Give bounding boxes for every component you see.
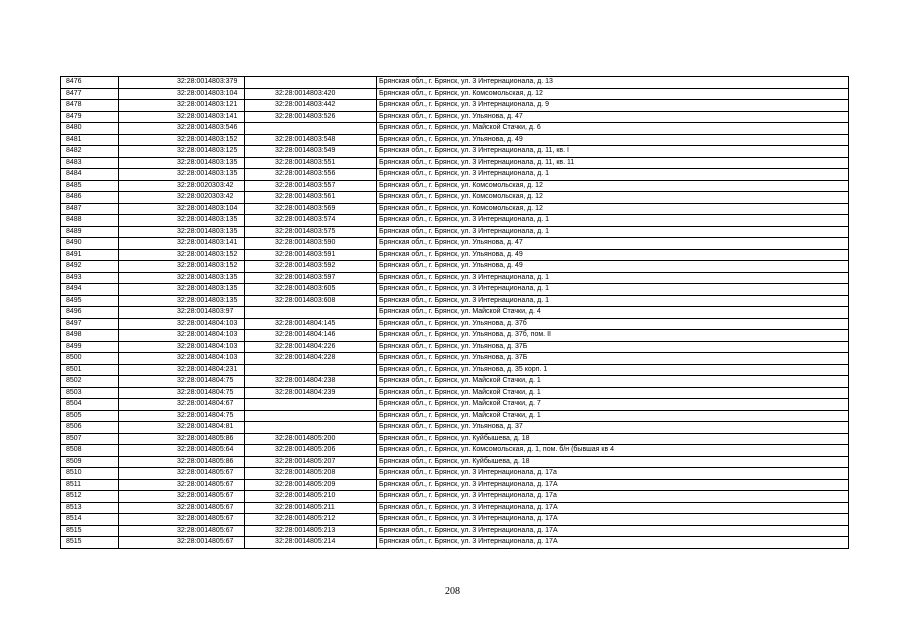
- row-number-cell: 8493: [61, 272, 119, 284]
- object-cadastral-number-cell: [245, 307, 377, 319]
- row-number-cell: 8510: [61, 468, 119, 480]
- object-cadastral-number-cell: 32:28:0014804:238: [245, 376, 377, 388]
- object-cadastral-number-cell: [245, 422, 377, 434]
- table-row: [61, 215, 849, 227]
- cadastral-number-cell: 32:28:0020303:42: [119, 180, 245, 192]
- address-cell: Брянская обл., г. Брянск, ул. Куйбышева, д. 18: [377, 433, 849, 445]
- cadastral-number-cell: 32:28:0014804:81: [119, 422, 245, 434]
- cadastral-number-cell: 32:28:0014803:379: [119, 77, 245, 89]
- object-cadastral-number-cell: 32:28:0014803:597: [245, 272, 377, 284]
- object-cadastral-number-cell: 32:28:0014804:145: [245, 318, 377, 330]
- address-cell: Брянская обл., г. Брянск, ул. Майской Стачки, д. 1: [377, 376, 849, 388]
- address-cell: Брянская обл., г. Брянск, ул. Ульянова, д. 49: [377, 134, 849, 146]
- address-cell: Брянская обл., г. Брянск, ул. 3 Интернационала, д. 17А: [377, 537, 849, 549]
- cadastral-number-cell: 32:28:0014803:152: [119, 261, 245, 273]
- cadastral-number-cell: 32:28:0014803:97: [119, 307, 245, 319]
- address-cell: Брянская обл., г. Брянск, ул. Майской Стачки, д. 6: [377, 123, 849, 135]
- table-row: [61, 341, 849, 353]
- cadastral-number-cell: 32:28:0014803:152: [119, 249, 245, 261]
- table-row: [61, 88, 849, 100]
- address-cell: Брянская обл., г. Брянск, ул. Ульянова, д. 49: [377, 261, 849, 273]
- address-cell: Брянская обл., г. Брянск, ул. Ульянова, д. 37Б: [377, 341, 849, 353]
- table-row: [61, 295, 849, 307]
- cadastral-number-cell: 32:28:0014804:231: [119, 364, 245, 376]
- object-cadastral-number-cell: 32:28:0014803:569: [245, 203, 377, 215]
- object-cadastral-number-cell: 32:28:0014804:146: [245, 330, 377, 342]
- address-cell: Брянская обл., г. Брянск, ул. 3 Интернационала, д. 1: [377, 272, 849, 284]
- cadastral-number-cell: 32:28:0014804:75: [119, 410, 245, 422]
- cadastral-number-cell: 32:28:0014803:141: [119, 111, 245, 123]
- row-number-cell: 8497: [61, 318, 119, 330]
- row-number-cell: 8483: [61, 157, 119, 169]
- table-row: [61, 422, 849, 434]
- row-number-cell: 8513: [61, 502, 119, 514]
- row-number-cell: 8515: [61, 525, 119, 537]
- cadastral-number-cell: 32:28:0014805:86: [119, 456, 245, 468]
- cadastral-number-cell: 32:28:0014804:67: [119, 399, 245, 411]
- object-cadastral-number-cell: 32:28:0014805:207: [245, 456, 377, 468]
- table-row: [61, 307, 849, 319]
- row-number-cell: 8485: [61, 180, 119, 192]
- row-number-cell: 8501: [61, 364, 119, 376]
- row-number-cell: 8492: [61, 261, 119, 273]
- address-cell: Брянская обл., г. Брянск, ул. 3 Интернационала, д. 1: [377, 284, 849, 296]
- address-cell: Брянская обл., г. Брянск, ул. 3 Интернационала, д. 1: [377, 295, 849, 307]
- object-cadastral-number-cell: 32:28:0014805:206: [245, 445, 377, 457]
- cadastral-number-cell: 32:28:0014805:67: [119, 491, 245, 503]
- row-number-cell: 8511: [61, 479, 119, 491]
- object-cadastral-number-cell: [245, 123, 377, 135]
- object-cadastral-number-cell: [245, 410, 377, 422]
- address-cell: Брянская обл., г. Брянск, ул. Комсомольская, д. 12: [377, 88, 849, 100]
- table-row: [61, 387, 849, 399]
- object-cadastral-number-cell: 32:28:0014803:420: [245, 88, 377, 100]
- cadastral-number-cell: 32:28:0014803:141: [119, 238, 245, 250]
- row-number-cell: 8512: [61, 491, 119, 503]
- table-row: [61, 238, 849, 250]
- object-cadastral-number-cell: 32:28:0014804:226: [245, 341, 377, 353]
- table-row: [61, 410, 849, 422]
- table-row: [61, 468, 849, 480]
- row-number-cell: 8482: [61, 146, 119, 158]
- address-cell: Брянская обл., г. Брянск, ул. 3 Интернационала, д. 9: [377, 100, 849, 112]
- address-cell: Брянская обл., г. Брянск, ул. 3 Интернационала, д. 1: [377, 226, 849, 238]
- table-row: [61, 525, 849, 537]
- address-cell: Брянская обл., г. Брянск, ул. Майской Стачки, д. 4: [377, 307, 849, 319]
- cadastral-number-cell: 32:28:0014804:103: [119, 318, 245, 330]
- row-number-cell: 8490: [61, 238, 119, 250]
- object-cadastral-number-cell: [245, 364, 377, 376]
- object-cadastral-number-cell: 32:28:0014803:442: [245, 100, 377, 112]
- cadastral-number-cell: 32:28:0014803:121: [119, 100, 245, 112]
- address-cell: Брянская обл., г. Брянск, ул. 3 Интернационала, д. 17а: [377, 468, 849, 480]
- address-cell: Брянская обл., г. Брянск, ул. Ульянова, д. 47: [377, 238, 849, 250]
- address-cell: Брянская обл., г. Брянск, ул. 3 Интернационала, д. 11, кв. 11: [377, 157, 849, 169]
- cadastral-number-cell: 32:28:0014804:103: [119, 341, 245, 353]
- object-cadastral-number-cell: 32:28:0014803:605: [245, 284, 377, 296]
- table-row: [61, 318, 849, 330]
- object-cadastral-number-cell: 32:28:0014803:526: [245, 111, 377, 123]
- cadastral-number-cell: 32:28:0014803:135: [119, 295, 245, 307]
- address-cell: Брянская обл., г. Брянск, ул. Ульянова, д. 35 корп. 1: [377, 364, 849, 376]
- cadastral-number-cell: 32:28:0014804:75: [119, 376, 245, 388]
- table-row: [61, 180, 849, 192]
- row-number-cell: 8498: [61, 330, 119, 342]
- table-row: [61, 100, 849, 112]
- row-number-cell: 8502: [61, 376, 119, 388]
- object-cadastral-number-cell: 32:28:0014805:212: [245, 514, 377, 526]
- row-number-cell: 8515: [61, 537, 119, 549]
- row-number-cell: 8503: [61, 387, 119, 399]
- cadastral-number-cell: 32:28:0014805:64: [119, 445, 245, 457]
- cadastral-number-cell: 32:28:0014803:152: [119, 134, 245, 146]
- table-row: [61, 157, 849, 169]
- object-cadastral-number-cell: 32:28:0014803:608: [245, 295, 377, 307]
- address-cell: Брянская обл., г. Брянск, ул. 3 Интернационала, д. 17а: [377, 491, 849, 503]
- object-cadastral-number-cell: 32:28:0014803:549: [245, 146, 377, 158]
- address-cell: Брянская обл., г. Брянск, ул. Майской Стачки, д. 1: [377, 387, 849, 399]
- row-number-cell: 8499: [61, 341, 119, 353]
- page-number: 208: [445, 586, 460, 597]
- cadastral-number-cell: 32:28:0014803:125: [119, 146, 245, 158]
- table-row: [61, 502, 849, 514]
- object-cadastral-number-cell: 32:28:0014805:214: [245, 537, 377, 549]
- address-cell: Брянская обл., г. Брянск, ул. Комсомольская, д. 12: [377, 203, 849, 215]
- object-cadastral-number-cell: 32:28:0014805:213: [245, 525, 377, 537]
- table-row: [61, 192, 849, 204]
- address-cell: Брянская обл., г. Брянск, ул. Комсомольская, д. 1, пом. б/н (бывшая кв 4: [377, 445, 849, 457]
- cadastral-number-cell: 32:28:0014805:67: [119, 537, 245, 549]
- table-row: [61, 77, 849, 89]
- table-row: [61, 514, 849, 526]
- object-cadastral-number-cell: 32:28:0014805:208: [245, 468, 377, 480]
- table-row: [61, 272, 849, 284]
- address-cell: Брянская обл., г. Брянск, ул. 3 Интернационала, д. 17А: [377, 502, 849, 514]
- cadastral-number-cell: 32:28:0014803:135: [119, 169, 245, 181]
- table-row: [61, 249, 849, 261]
- row-number-cell: 8486: [61, 192, 119, 204]
- row-number-cell: 8491: [61, 249, 119, 261]
- address-cell: Брянская обл., г. Брянск, ул. 3 Интернационала, д. 17А: [377, 525, 849, 537]
- row-number-cell: 8507: [61, 433, 119, 445]
- row-number-cell: 8487: [61, 203, 119, 215]
- row-number-cell: 8477: [61, 88, 119, 100]
- table-row: [61, 456, 849, 468]
- object-cadastral-number-cell: 32:28:0014805:209: [245, 479, 377, 491]
- row-number-cell: 8476: [61, 77, 119, 89]
- row-number-cell: 8479: [61, 111, 119, 123]
- object-cadastral-number-cell: [245, 399, 377, 411]
- cadastral-number-cell: 32:28:0014803:135: [119, 157, 245, 169]
- object-cadastral-number-cell: 32:28:0014805:210: [245, 491, 377, 503]
- object-cadastral-number-cell: 32:28:0014804:239: [245, 387, 377, 399]
- address-cell: Брянская обл., г. Брянск, ул. 3 Интернационала, д. 17А: [377, 514, 849, 526]
- address-cell: Брянская обл., г. Брянск, ул. Комсомольская, д. 12: [377, 192, 849, 204]
- table-row: [61, 284, 849, 296]
- object-cadastral-number-cell: 32:28:0014803:591: [245, 249, 377, 261]
- object-cadastral-number-cell: 32:28:0014803:551: [245, 157, 377, 169]
- address-cell: Брянская обл., г. Брянск, ул. Ульянова, д. 37: [377, 422, 849, 434]
- address-cell: Брянская обл., г. Брянск, ул. Куйбышева, д. 18: [377, 456, 849, 468]
- cadastral-number-cell: 32:28:0020303:42: [119, 192, 245, 204]
- cadastral-number-cell: 32:28:0014804:103: [119, 330, 245, 342]
- address-cell: Брянская обл., г. Брянск, ул. 3 Интернационала, д. 11, кв. I: [377, 146, 849, 158]
- address-cell: Брянская обл., г. Брянск, ул. 3 Интернационала, д. 13: [377, 77, 849, 89]
- object-cadastral-number-cell: 32:28:0014805:211: [245, 502, 377, 514]
- table-row: [61, 537, 849, 549]
- table-row: [61, 491, 849, 503]
- table-row: [61, 376, 849, 388]
- cadastral-number-cell: 32:28:0014805:67: [119, 525, 245, 537]
- row-number-cell: 8505: [61, 410, 119, 422]
- address-cell: Брянская обл., г. Брянск, ул. Ульянова, д. 37б, пом. II: [377, 330, 849, 342]
- cadastral-number-cell: 32:28:0014803:135: [119, 215, 245, 227]
- address-cell: Брянская обл., г. Брянск, ул. Ульянова, д. 49: [377, 249, 849, 261]
- row-number-cell: 8478: [61, 100, 119, 112]
- object-cadastral-number-cell: 32:28:0014803:592: [245, 261, 377, 273]
- table-row: [61, 226, 849, 238]
- row-number-cell: 8489: [61, 226, 119, 238]
- row-number-cell: 8500: [61, 353, 119, 365]
- object-cadastral-number-cell: 32:28:0014803:561: [245, 192, 377, 204]
- object-cadastral-number-cell: [245, 77, 377, 89]
- address-cell: Брянская обл., г. Брянск, ул. Майской Стачки, д. 7: [377, 399, 849, 411]
- cadastral-number-cell: 32:28:0014803:135: [119, 272, 245, 284]
- cadastral-number-cell: 32:28:0014803:104: [119, 88, 245, 100]
- row-number-cell: 8484: [61, 169, 119, 181]
- table-row: [61, 399, 849, 411]
- cadastral-number-cell: 32:28:0014804:103: [119, 353, 245, 365]
- table-row: [61, 146, 849, 158]
- row-number-cell: 8504: [61, 399, 119, 411]
- cadastral-number-cell: 32:28:0014803:135: [119, 284, 245, 296]
- table-row: [61, 123, 849, 135]
- table-row: [61, 479, 849, 491]
- object-cadastral-number-cell: 32:28:0014805:200: [245, 433, 377, 445]
- row-number-cell: 8488: [61, 215, 119, 227]
- object-cadastral-number-cell: 32:28:0014803:548: [245, 134, 377, 146]
- registry-table: [60, 76, 849, 549]
- object-cadastral-number-cell: 32:28:0014803:575: [245, 226, 377, 238]
- row-number-cell: 8480: [61, 123, 119, 135]
- cadastral-number-cell: 32:28:0014805:67: [119, 514, 245, 526]
- row-number-cell: 8481: [61, 134, 119, 146]
- table-row: [61, 330, 849, 342]
- object-cadastral-number-cell: 32:28:0014803:590: [245, 238, 377, 250]
- table-row: [61, 203, 849, 215]
- registry-table-body: [61, 77, 849, 549]
- address-cell: Брянская обл., г. Брянск, ул. 3 Интернационала, д. 17А: [377, 479, 849, 491]
- row-number-cell: 8506: [61, 422, 119, 434]
- table-row: [61, 364, 849, 376]
- table-row: [61, 445, 849, 457]
- cadastral-number-cell: 32:28:0014805:67: [119, 468, 245, 480]
- object-cadastral-number-cell: 32:28:0014803:556: [245, 169, 377, 181]
- row-number-cell: 8509: [61, 456, 119, 468]
- row-number-cell: 8496: [61, 307, 119, 319]
- row-number-cell: 8495: [61, 295, 119, 307]
- cadastral-number-cell: 32:28:0014805:86: [119, 433, 245, 445]
- address-cell: Брянская обл., г. Брянск, ул. Майской Стачки, д. 1: [377, 410, 849, 422]
- address-cell: Брянская обл., г. Брянск, ул. Ульянова, д. 47: [377, 111, 849, 123]
- cadastral-number-cell: 32:28:0014803:135: [119, 226, 245, 238]
- row-number-cell: 8508: [61, 445, 119, 457]
- table-row: [61, 353, 849, 365]
- address-cell: Брянская обл., г. Брянск, ул. Ульянова, д. 37Б: [377, 353, 849, 365]
- cadastral-number-cell: 32:28:0014805:67: [119, 502, 245, 514]
- table-row: [61, 111, 849, 123]
- cadastral-number-cell: 32:28:0014803:104: [119, 203, 245, 215]
- address-cell: Брянская обл., г. Брянск, ул. 3 Интернационала, д. 1: [377, 215, 849, 227]
- table-row: [61, 433, 849, 445]
- row-number-cell: 8514: [61, 514, 119, 526]
- table-row: [61, 134, 849, 146]
- object-cadastral-number-cell: 32:28:0014803:557: [245, 180, 377, 192]
- object-cadastral-number-cell: 32:28:0014804:228: [245, 353, 377, 365]
- row-number-cell: 8494: [61, 284, 119, 296]
- cadastral-number-cell: 32:28:0014805:67: [119, 479, 245, 491]
- table-row: [61, 261, 849, 273]
- address-cell: Брянская обл., г. Брянск, ул. 3 Интернационала, д. 1: [377, 169, 849, 181]
- object-cadastral-number-cell: 32:28:0014803:574: [245, 215, 377, 227]
- address-cell: Брянская обл., г. Брянск, ул. Комсомольская, д. 12: [377, 180, 849, 192]
- table-row: [61, 169, 849, 181]
- cadastral-number-cell: 32:28:0014804:75: [119, 387, 245, 399]
- cadastral-number-cell: 32:28:0014803:546: [119, 123, 245, 135]
- address-cell: Брянская обл., г. Брянск, ул. Ульянова, д. 37б: [377, 318, 849, 330]
